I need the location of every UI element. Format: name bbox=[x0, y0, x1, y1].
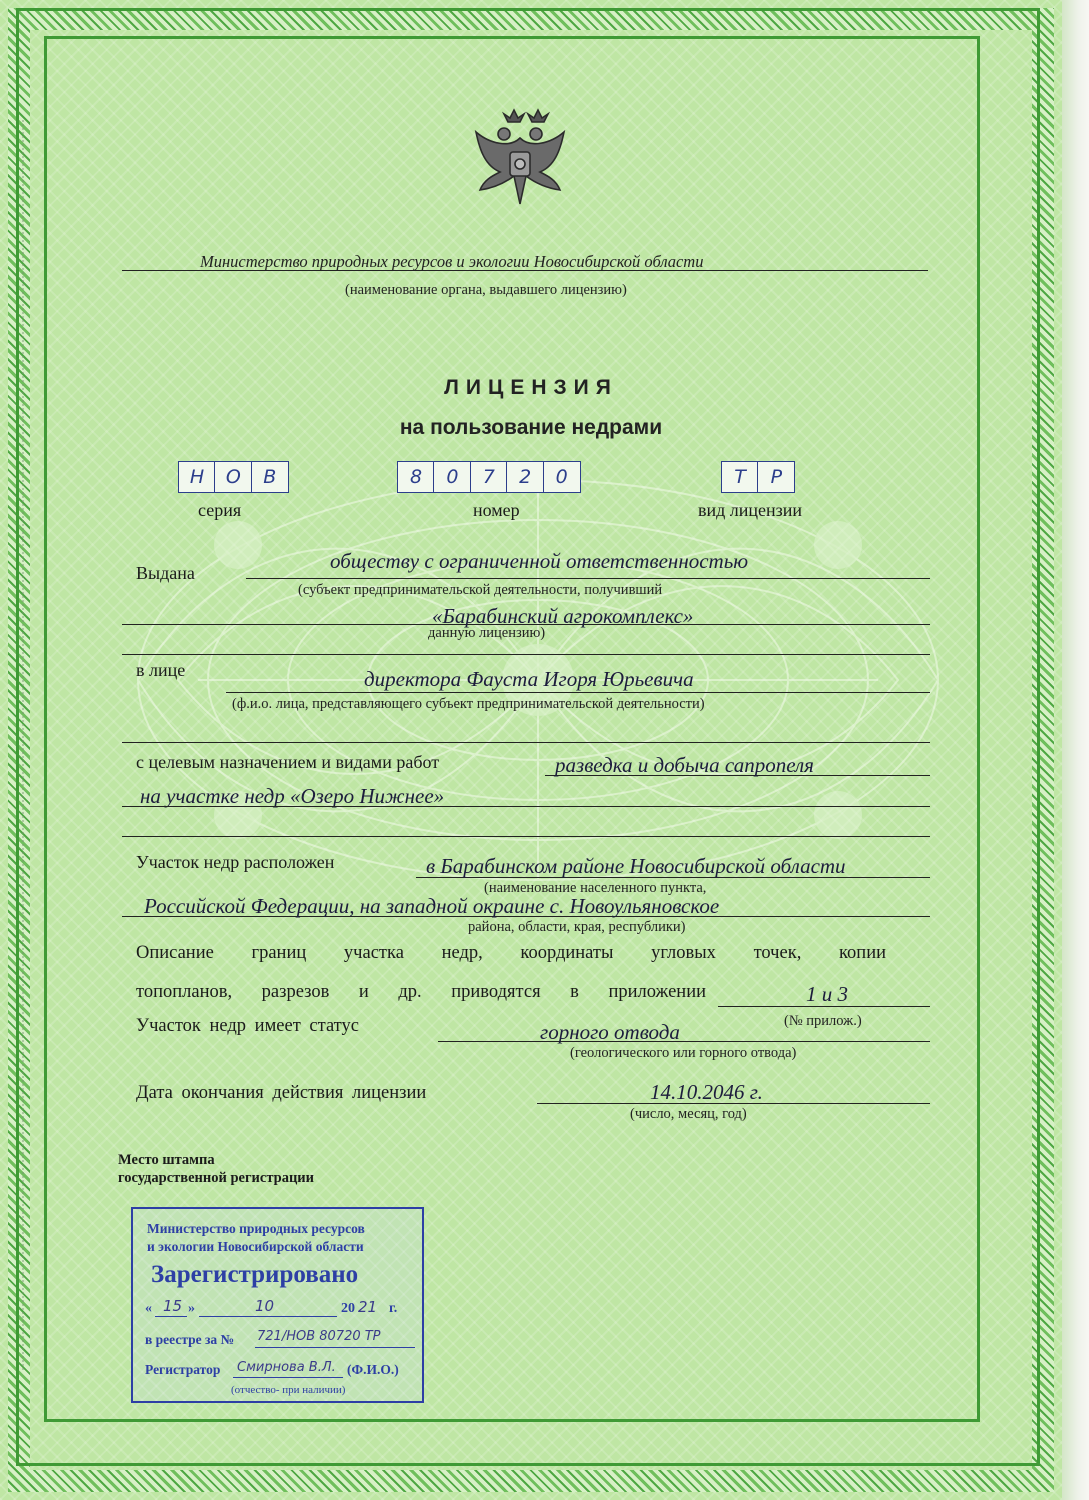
type-cell: Т bbox=[721, 461, 759, 493]
status-label: Участок недр имеет статус bbox=[136, 1016, 359, 1036]
issuer-caption: (наименование органа, выдавшего лицензию) bbox=[345, 282, 627, 298]
stamp-place-label-2: государственной регистрации bbox=[118, 1170, 315, 1186]
issued-to-label: Выдана bbox=[136, 563, 195, 583]
stamp-registry-label: в реестре за № bbox=[145, 1332, 235, 1347]
number-label: номер bbox=[473, 500, 520, 520]
stamp-month: 10 bbox=[255, 1297, 275, 1315]
type-label: вид лицензии bbox=[698, 500, 803, 520]
stamp-org: Министерство природных ресурсов bbox=[147, 1221, 365, 1236]
issued-to-value: обществу с ограниченной ответственностью bbox=[330, 549, 749, 573]
purpose-value-2: на участке недр «Озеро Нижнее» bbox=[140, 784, 445, 808]
series-cells bbox=[178, 461, 287, 493]
type-cells bbox=[721, 461, 794, 493]
location-value: в Барабинском районе Новосибирской области bbox=[426, 854, 846, 878]
number-cell: 0 bbox=[543, 461, 581, 493]
purpose-label: с целевым назначением и видами работ bbox=[136, 752, 440, 772]
company-name: «Барабинский агрокомплекс» bbox=[432, 604, 694, 628]
type-cell: Р bbox=[757, 461, 795, 493]
issued-to-caption: (субъект предпринимательской деятельности, получивший bbox=[298, 582, 663, 598]
page-edge bbox=[1062, 0, 1089, 1500]
stamp-registrar-value: Смирнова В.Л. bbox=[237, 1360, 336, 1375]
stamp-org-2: и экологии Новосибирской области bbox=[147, 1239, 364, 1254]
number-cell: 0 bbox=[433, 461, 471, 493]
series-label: серия bbox=[198, 500, 242, 520]
representative-value: директора Фауста Игоря Юрьевича bbox=[364, 667, 694, 691]
stamp-year-prefix: 20 bbox=[341, 1301, 355, 1316]
expiry-value: 14.10.2046 г. bbox=[650, 1080, 763, 1104]
appendix-caption: (№ прилож.) bbox=[784, 1013, 862, 1029]
boundaries-line-2: топопланов, разрезов и др. приводятся в приложении bbox=[136, 982, 706, 1002]
registration-stamp bbox=[131, 1207, 424, 1403]
location-label: Участок недр расположен bbox=[136, 852, 335, 872]
location-value-2: Российской Федерации, на западной окраине с. Новоульяновское bbox=[144, 894, 720, 918]
number-cell: 8 bbox=[397, 461, 435, 493]
stamp-registry-value: 721/НОВ 80720 ТР bbox=[257, 1329, 381, 1344]
series-cell: О bbox=[214, 461, 252, 493]
stamp-quote-close: » bbox=[188, 1301, 195, 1316]
series-cell: Н bbox=[178, 461, 216, 493]
purpose-value: разведка и добыча сапропеля bbox=[555, 753, 814, 777]
location-caption: (наименование населенного пункта, bbox=[484, 880, 707, 896]
stamp-registrar-label: Регистратор bbox=[145, 1362, 221, 1377]
series-cell: В bbox=[251, 461, 289, 493]
number-cell: 7 bbox=[470, 461, 508, 493]
status-caption: (геологического или горного отвода) bbox=[570, 1045, 797, 1061]
stamp-year: 21 bbox=[358, 1298, 378, 1316]
representative-caption: (ф.и.о. лица, представляющего субъект предпринимательской деятельности) bbox=[232, 696, 705, 712]
number-cells bbox=[397, 461, 579, 493]
stamp-year-tail: г. bbox=[389, 1301, 398, 1316]
license-subtitle: на пользование недрами bbox=[399, 416, 663, 439]
binding-holes bbox=[22, 120, 38, 1370]
appendix-value: 1 и 3 bbox=[806, 982, 848, 1006]
number-cell: 2 bbox=[506, 461, 544, 493]
double-headed-eagle-icon bbox=[470, 108, 570, 212]
expiry-caption: (число, месяц, год) bbox=[630, 1106, 747, 1122]
boundaries-line-1: Описание границ участка недр, координаты угловых точек, копии bbox=[136, 943, 886, 963]
stamp-place-label: Место штампа bbox=[118, 1152, 215, 1168]
representative-label: в лице bbox=[136, 660, 186, 680]
issued-to-caption-2: данную лицензию) bbox=[428, 625, 546, 641]
stamp-day: 15 bbox=[163, 1297, 183, 1315]
license-title: ЛИЦЕНЗИЯ bbox=[444, 376, 618, 399]
issuer-name: Министерство природных ресурсов и экологии Новосибирской области bbox=[200, 252, 704, 271]
stamp-fio: (Ф.И.О.) bbox=[347, 1362, 399, 1377]
stamp-quote-open: « bbox=[145, 1301, 152, 1316]
stamp-registered: Зарегистрировано bbox=[151, 1261, 359, 1288]
location-caption-2: района, области, края, республики) bbox=[468, 919, 686, 935]
status-value: горного отвода bbox=[540, 1020, 680, 1044]
expiry-label: Дата окончания действия лицензии bbox=[136, 1083, 427, 1103]
stamp-patronymic: (отчество- при наличии) bbox=[231, 1384, 346, 1396]
